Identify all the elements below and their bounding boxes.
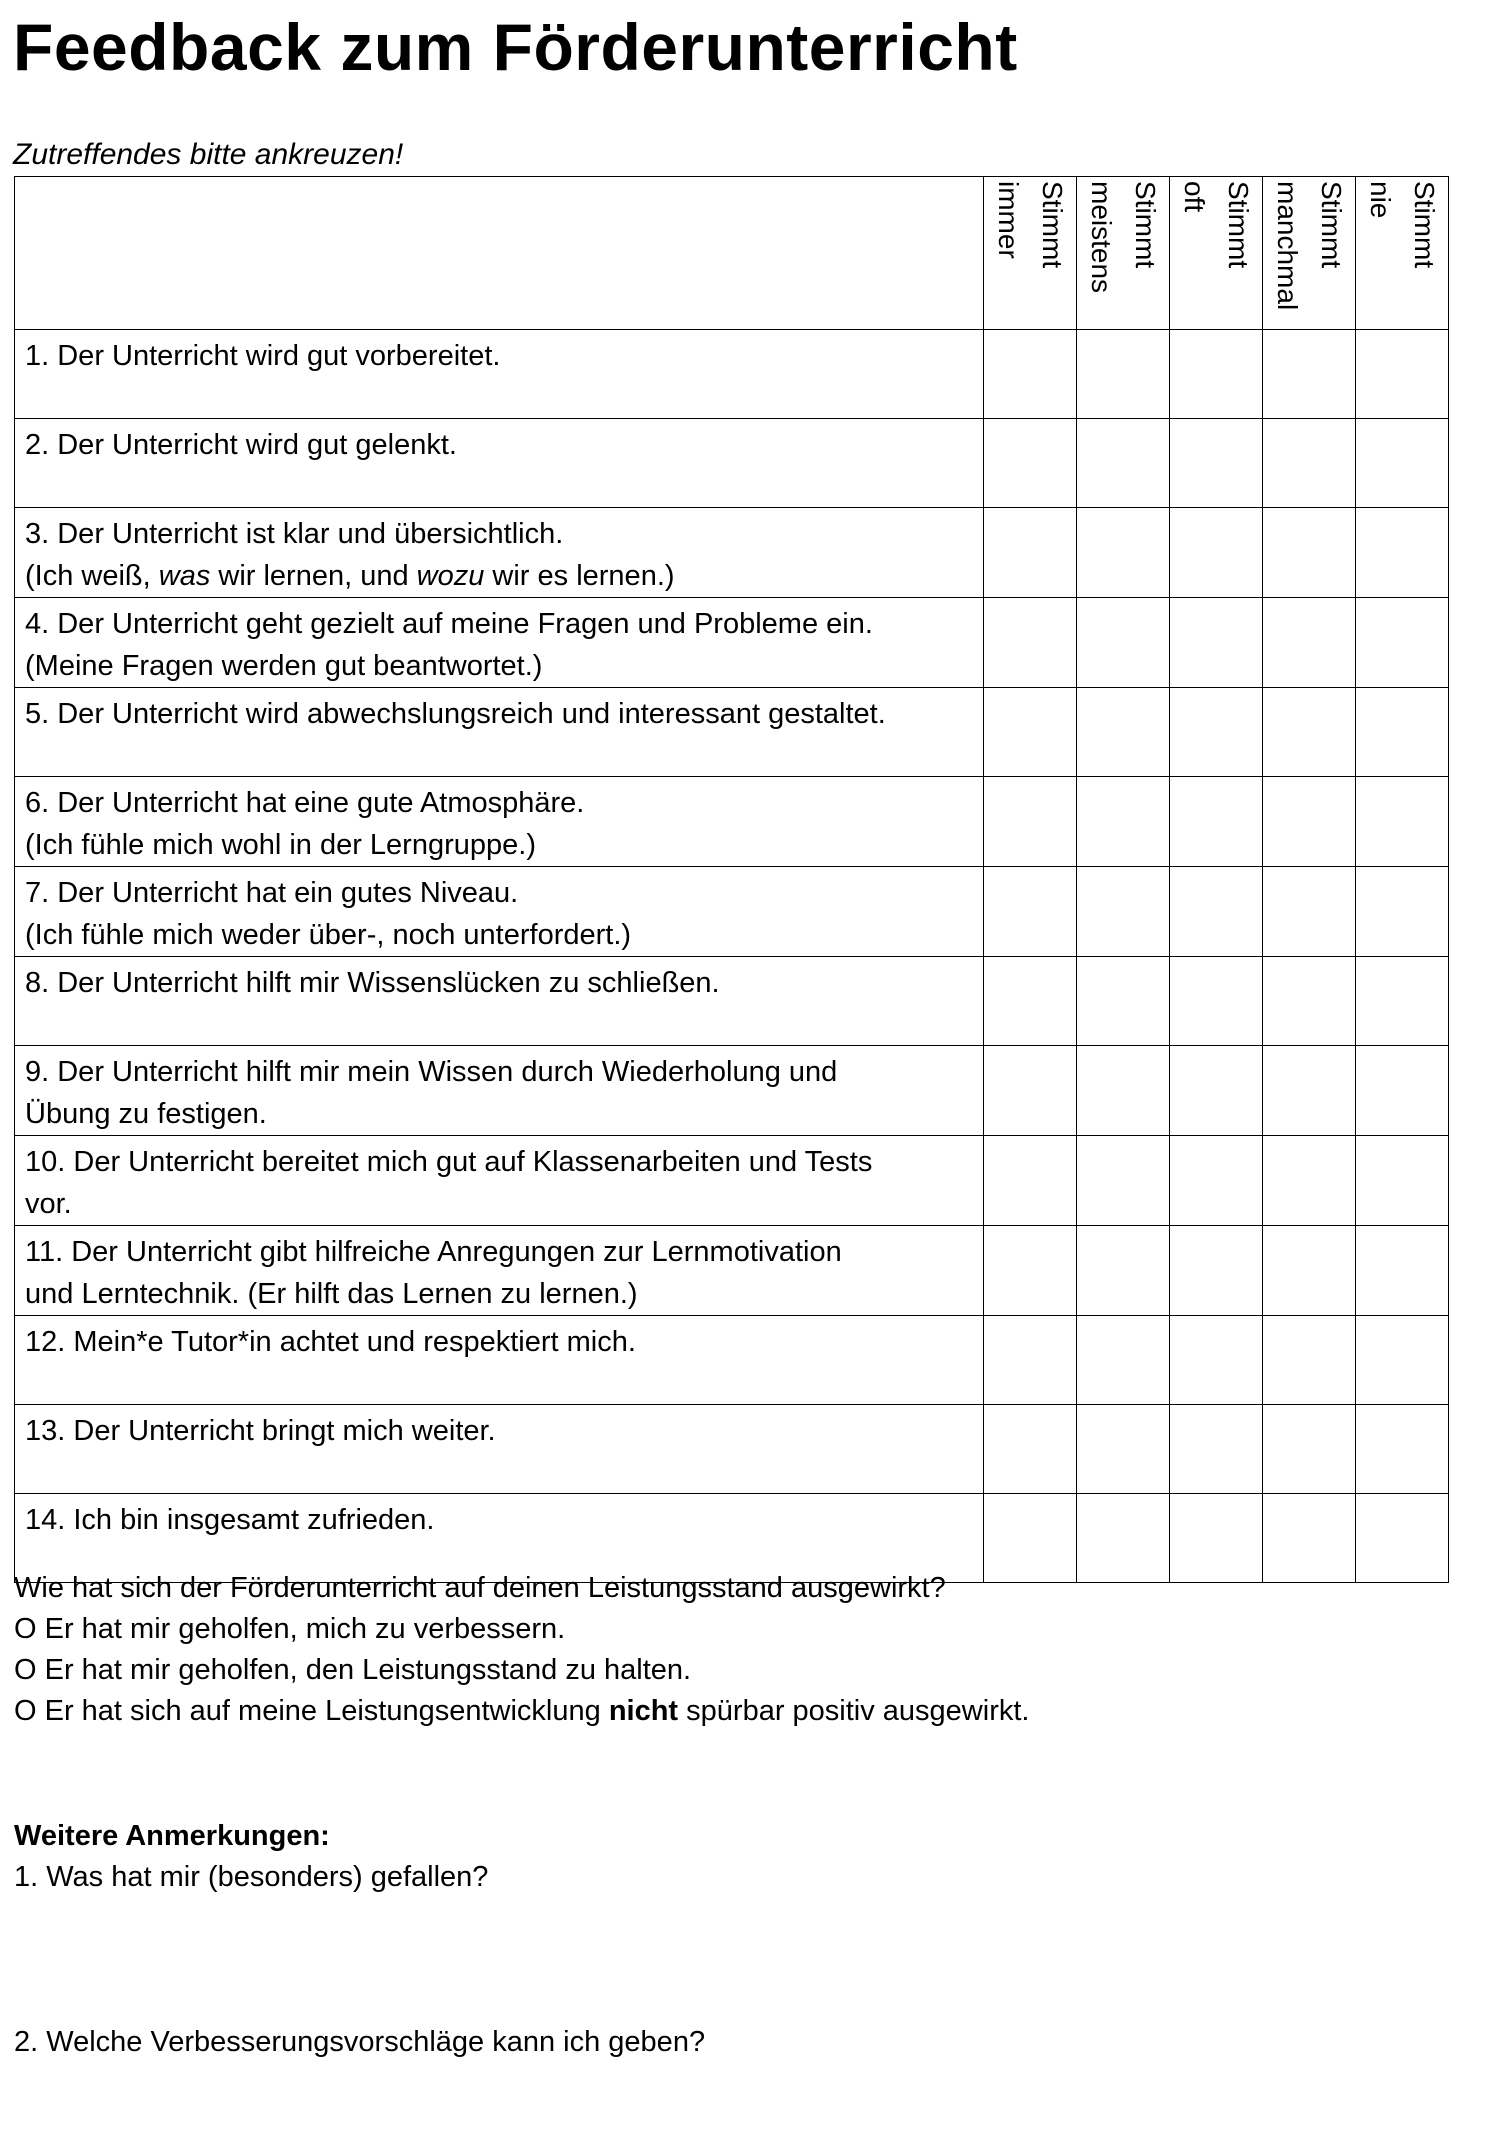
answer-checkbox-immer[interactable] bbox=[984, 1136, 1077, 1226]
subtext-emphasis: wozu bbox=[416, 560, 485, 592]
question-text: 12. Mein*e Tutor*in achtet und respektiert mich. bbox=[25, 1326, 636, 1358]
answer-checkbox-nie[interactable] bbox=[1356, 688, 1449, 777]
question-subtext: (Ich fühle mich weder über-, noch unterfordert.) bbox=[25, 919, 632, 951]
answer-checkbox-nie[interactable] bbox=[1356, 1046, 1449, 1136]
question-text: 2. Der Unterricht wird gut gelenkt. bbox=[25, 429, 457, 461]
answer-checkbox-immer[interactable] bbox=[984, 957, 1077, 1046]
option-label: Stimmt nie bbox=[1365, 181, 1440, 269]
answer-checkbox-manchmal[interactable] bbox=[1263, 1136, 1356, 1226]
answer-checkbox-manchmal[interactable] bbox=[1263, 1226, 1356, 1316]
answer-checkbox-oft[interactable] bbox=[1170, 1136, 1263, 1226]
answer-checkbox-meistens[interactable] bbox=[1077, 1136, 1170, 1226]
answer-checkbox-oft[interactable] bbox=[1170, 867, 1263, 957]
question-subtext: (Ich fühle mich wohl in der Lerngruppe.) bbox=[25, 829, 536, 861]
question-subtext: und Lerntechnik. (Er hilft das Lernen zu lernen.) bbox=[25, 1278, 638, 1310]
table-row bbox=[15, 330, 1449, 419]
table-row bbox=[15, 777, 1449, 867]
answer-checkbox-oft[interactable] bbox=[1170, 1405, 1263, 1494]
table-row bbox=[15, 688, 1449, 777]
answer-checkbox-nie[interactable] bbox=[1356, 598, 1449, 688]
option-label: Stimmt immer bbox=[993, 181, 1068, 269]
answer-checkbox-oft[interactable] bbox=[1170, 957, 1263, 1046]
question-cell bbox=[15, 598, 984, 688]
question-cell bbox=[15, 867, 984, 957]
question-cell bbox=[15, 957, 984, 1046]
survey-table bbox=[14, 176, 1449, 1583]
subtext-part: wir es lernen.) bbox=[484, 560, 675, 592]
remarks-question-improvements: 2. Welche Verbesserungsvorschläge kann ich geben? bbox=[14, 2026, 706, 2058]
answer-checkbox-immer[interactable] bbox=[984, 330, 1077, 419]
question-cell bbox=[15, 1046, 984, 1136]
remarks-question-liked: 1. Was hat mir (besonders) gefallen? bbox=[14, 1861, 489, 1893]
answer-checkbox-nie[interactable] bbox=[1356, 330, 1449, 419]
remarks-improvement-section bbox=[14, 2022, 705, 2063]
answer-checkbox-oft[interactable] bbox=[1170, 1226, 1263, 1316]
option-label: Stimmt manchmal bbox=[1272, 181, 1347, 311]
answer-checkbox-nie[interactable] bbox=[1356, 419, 1449, 508]
answer-checkbox-meistens[interactable] bbox=[1077, 1316, 1170, 1405]
answer-checkbox-nie[interactable] bbox=[1356, 777, 1449, 867]
answer-checkbox-meistens[interactable] bbox=[1077, 777, 1170, 867]
option-header-meistens bbox=[1077, 177, 1170, 330]
answer-checkbox-immer[interactable] bbox=[984, 688, 1077, 777]
question-cell bbox=[15, 1136, 984, 1226]
question-text: 8. Der Unterricht hilft mir Wissenslücken zu schließen. bbox=[25, 967, 720, 999]
performance-option-maintain[interactable]: O Er hat mir geholfen, den Leistungsstand zu halten. bbox=[14, 1654, 692, 1686]
answer-checkbox-immer[interactable] bbox=[984, 1316, 1077, 1405]
answer-checkbox-manchmal[interactable] bbox=[1263, 777, 1356, 867]
answer-checkbox-immer[interactable] bbox=[984, 867, 1077, 957]
question-cell bbox=[15, 1226, 984, 1316]
answer-checkbox-immer[interactable] bbox=[984, 1405, 1077, 1494]
answer-checkbox-meistens[interactable] bbox=[1077, 957, 1170, 1046]
option-text: spürbar positiv ausgewirkt. bbox=[678, 1695, 1030, 1727]
answer-checkbox-nie[interactable] bbox=[1356, 1316, 1449, 1405]
performance-option-improve[interactable]: O Er hat mir geholfen, mich zu verbessern. bbox=[14, 1613, 566, 1645]
answer-checkbox-manchmal[interactable] bbox=[1263, 419, 1356, 508]
answer-checkbox-nie[interactable] bbox=[1356, 1405, 1449, 1494]
header-blank-cell bbox=[15, 177, 984, 330]
subtext-part: (Ich weiß, bbox=[25, 560, 159, 592]
page-title: Feedback zum Förderunterricht bbox=[13, 10, 1018, 84]
answer-checkbox-meistens[interactable] bbox=[1077, 1226, 1170, 1316]
answer-checkbox-manchmal[interactable] bbox=[1263, 1316, 1356, 1405]
answer-checkbox-manchmal[interactable] bbox=[1263, 330, 1356, 419]
question-text: 7. Der Unterricht hat ein gutes Niveau. bbox=[25, 877, 519, 909]
table-row bbox=[15, 1405, 1449, 1494]
answer-checkbox-manchmal[interactable] bbox=[1263, 508, 1356, 598]
answer-checkbox-oft[interactable] bbox=[1170, 419, 1263, 508]
question-text: 10. Der Unterricht bereitet mich gut auf Klassenarbeiten und Tests bbox=[25, 1146, 873, 1178]
performance-section bbox=[14, 1568, 1029, 1732]
option-label: Stimmt meistens bbox=[1086, 181, 1161, 294]
question-text: 13. Der Unterricht bringt mich weiter. bbox=[25, 1415, 496, 1447]
question-subtext bbox=[25, 555, 983, 597]
answer-checkbox-nie[interactable] bbox=[1356, 957, 1449, 1046]
question-cell bbox=[15, 330, 984, 419]
answer-checkbox-immer[interactable] bbox=[984, 598, 1077, 688]
question-cell bbox=[15, 777, 984, 867]
performance-option-no-effect[interactable] bbox=[14, 1691, 1029, 1732]
answer-checkbox-meistens[interactable] bbox=[1077, 1046, 1170, 1136]
question-subtext: vor. bbox=[25, 1188, 72, 1220]
table-row bbox=[15, 1136, 1449, 1226]
question-cell bbox=[15, 419, 984, 508]
answer-checkbox-manchmal[interactable] bbox=[1263, 598, 1356, 688]
option-label: Stimmt oft bbox=[1179, 181, 1254, 269]
question-text: 6. Der Unterricht hat eine gute Atmosphäre. bbox=[25, 787, 585, 819]
answer-checkbox-immer[interactable] bbox=[984, 419, 1077, 508]
option-header-oft bbox=[1170, 177, 1263, 330]
answer-checkbox-meistens[interactable] bbox=[1077, 419, 1170, 508]
answer-checkbox-manchmal[interactable] bbox=[1263, 867, 1356, 957]
answer-checkbox-immer[interactable] bbox=[984, 508, 1077, 598]
table-row bbox=[15, 1226, 1449, 1316]
answer-checkbox-meistens[interactable] bbox=[1077, 508, 1170, 598]
answer-checkbox-manchmal[interactable] bbox=[1263, 957, 1356, 1046]
answer-checkbox-manchmal[interactable] bbox=[1263, 688, 1356, 777]
question-text: 14. Ich bin insgesamt zufrieden. bbox=[25, 1504, 435, 1536]
answer-checkbox-immer[interactable] bbox=[984, 777, 1077, 867]
answer-checkbox-manchmal[interactable] bbox=[1263, 1494, 1356, 1583]
answer-checkbox-oft[interactable] bbox=[1170, 508, 1263, 598]
question-text: 4. Der Unterricht geht gezielt auf meine Fragen und Probleme ein. bbox=[25, 608, 873, 640]
question-text: 3. Der Unterricht ist klar und übersichtlich. bbox=[25, 518, 564, 550]
answer-checkbox-meistens[interactable] bbox=[1077, 1405, 1170, 1494]
answer-checkbox-oft[interactable] bbox=[1170, 1494, 1263, 1583]
answer-checkbox-immer[interactable] bbox=[984, 1226, 1077, 1316]
instruction-text: Zutreffendes bitte ankreuzen! bbox=[13, 138, 404, 171]
answer-checkbox-oft[interactable] bbox=[1170, 777, 1263, 867]
answer-checkbox-oft[interactable] bbox=[1170, 598, 1263, 688]
question-subtext: (Meine Fragen werden gut beantwortet.) bbox=[25, 650, 543, 682]
table-row bbox=[15, 867, 1449, 957]
question-cell bbox=[15, 508, 984, 598]
answer-checkbox-oft[interactable] bbox=[1170, 330, 1263, 419]
question-subtext: Übung zu festigen. bbox=[25, 1098, 267, 1130]
subtext-part: wir lernen, und bbox=[210, 560, 417, 592]
answer-checkbox-nie[interactable] bbox=[1356, 867, 1449, 957]
answer-checkbox-manchmal[interactable] bbox=[1263, 1046, 1356, 1136]
answer-checkbox-meistens[interactable] bbox=[1077, 330, 1170, 419]
answer-checkbox-immer[interactable] bbox=[984, 1046, 1077, 1136]
remarks-heading: Weitere Anmerkungen: bbox=[14, 1820, 330, 1852]
question-text: 11. Der Unterricht gibt hilfreiche Anregungen zur Lernmotivation bbox=[25, 1236, 842, 1268]
answer-checkbox-nie[interactable] bbox=[1356, 1494, 1449, 1583]
answer-checkbox-oft[interactable] bbox=[1170, 688, 1263, 777]
answer-checkbox-oft[interactable] bbox=[1170, 1316, 1263, 1405]
question-text: 9. Der Unterricht hilft mir mein Wissen durch Wiederholung und bbox=[25, 1056, 838, 1088]
question-cell bbox=[15, 1316, 984, 1405]
table-header-row bbox=[15, 177, 1449, 330]
answer-checkbox-meistens[interactable] bbox=[1077, 867, 1170, 957]
question-cell bbox=[15, 688, 984, 777]
option-header-nie bbox=[1356, 177, 1449, 330]
remarks-section bbox=[14, 1816, 488, 1898]
answer-checkbox-meistens[interactable] bbox=[1077, 598, 1170, 688]
answer-checkbox-meistens[interactable] bbox=[1077, 1494, 1170, 1583]
answer-checkbox-nie[interactable] bbox=[1356, 1136, 1449, 1226]
answer-checkbox-meistens[interactable] bbox=[1077, 688, 1170, 777]
answer-checkbox-nie[interactable] bbox=[1356, 1226, 1449, 1316]
table-row bbox=[15, 1046, 1449, 1136]
question-text: 5. Der Unterricht wird abwechslungsreich und interessant gestaltet. bbox=[25, 698, 886, 730]
question-cell bbox=[15, 1405, 984, 1494]
option-text: O Er hat sich auf meine Leistungsentwicklung bbox=[14, 1695, 609, 1727]
subtext-emphasis: was bbox=[158, 560, 211, 592]
option-header-manchmal bbox=[1263, 177, 1356, 330]
answer-checkbox-manchmal[interactable] bbox=[1263, 1405, 1356, 1494]
option-emphasis: nicht bbox=[608, 1695, 679, 1727]
option-header-immer bbox=[984, 177, 1077, 330]
table-row bbox=[15, 419, 1449, 508]
performance-question: Wie hat sich der Förderunterricht auf deinen Leistungsstand ausgewirkt? bbox=[14, 1572, 946, 1604]
table-row bbox=[15, 1316, 1449, 1405]
table-row bbox=[15, 957, 1449, 1046]
answer-checkbox-oft[interactable] bbox=[1170, 1046, 1263, 1136]
table-row bbox=[15, 598, 1449, 688]
question-text: 1. Der Unterricht wird gut vorbereitet. bbox=[25, 340, 501, 372]
table-row bbox=[15, 508, 1449, 598]
answer-checkbox-nie[interactable] bbox=[1356, 508, 1449, 598]
